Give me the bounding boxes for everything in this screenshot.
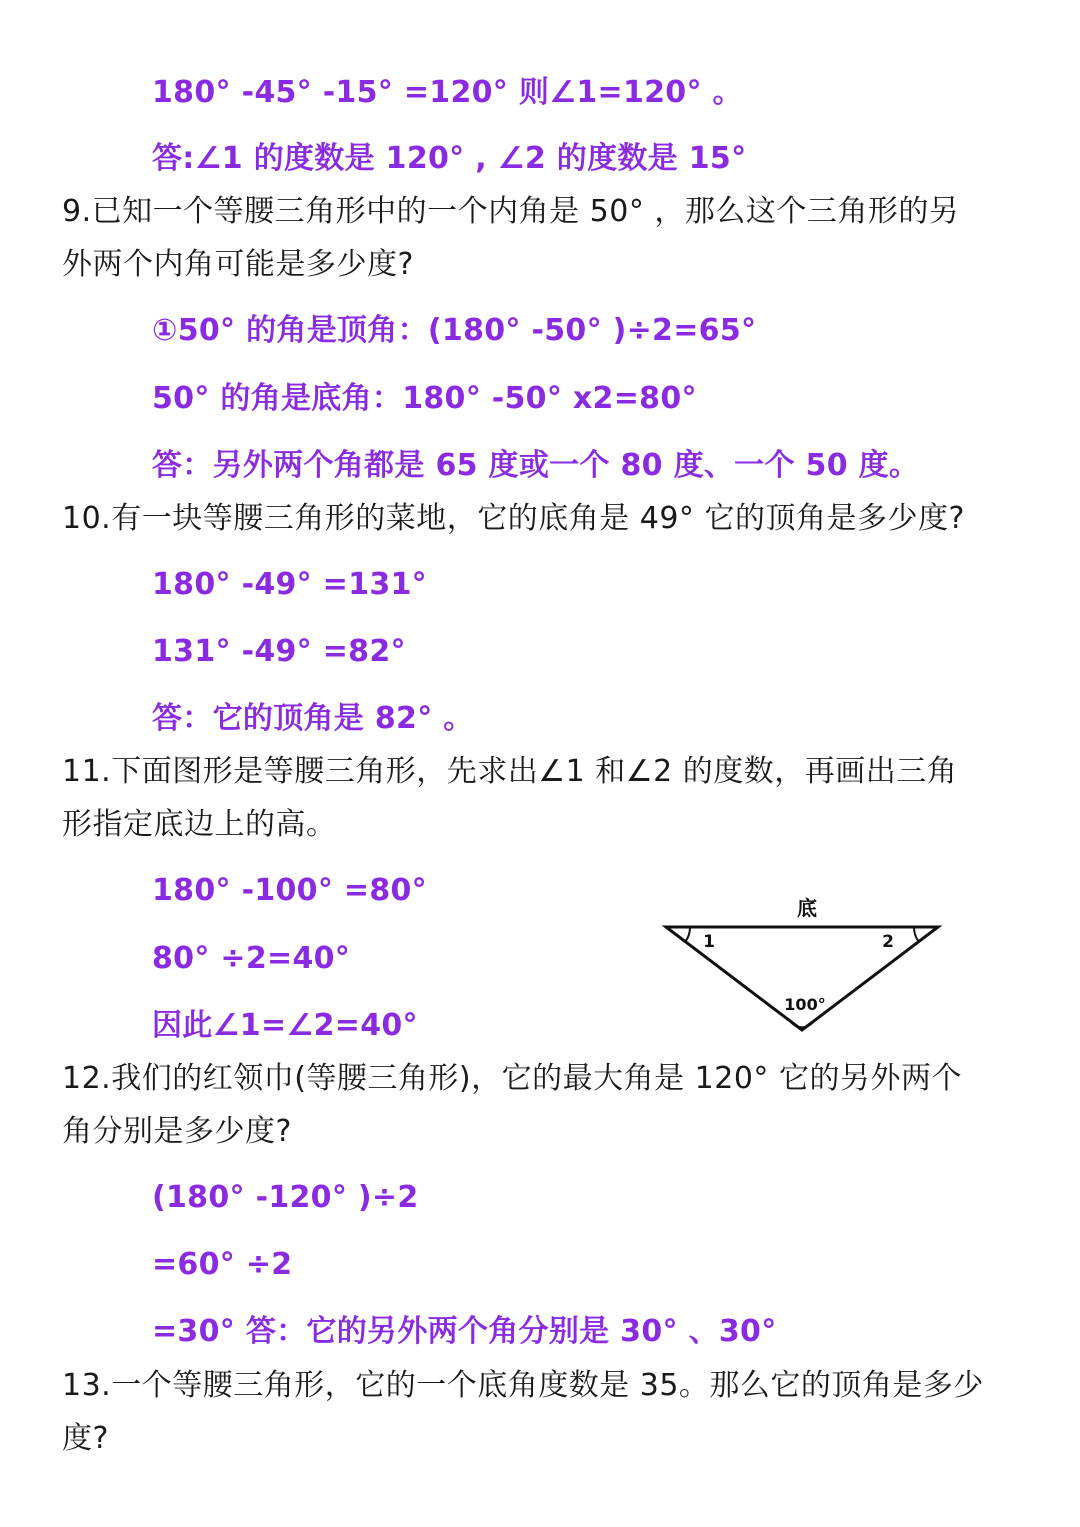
answer-line: (180° -120° )÷2 bbox=[152, 1180, 419, 1215]
answer-line: 80° ÷2=40° bbox=[152, 941, 351, 976]
isosceles-triangle-figure bbox=[660, 885, 950, 1035]
answer-line: 答：它的顶角是 82° 。 bbox=[152, 701, 474, 736]
question-line: 形指定底边上的高。 bbox=[62, 807, 337, 842]
answer-line: 180° -49° =131° bbox=[152, 567, 427, 602]
question-line: 9.已知一个等腰三角形中的一个内角是 50° ，那么这个三角形的另 bbox=[62, 194, 960, 229]
answer-line: 因此∠1=∠2=40° bbox=[152, 1008, 418, 1043]
answer-line: 180° -100° =80° bbox=[152, 873, 427, 908]
angle1-arc bbox=[685, 927, 690, 942]
question-line: 外两个内角可能是多少度? bbox=[62, 247, 414, 282]
answer-line: =60° ÷2 bbox=[152, 1247, 293, 1282]
answer-line: 180° -45° -15° =120° 则∠1=120° 。 bbox=[152, 75, 743, 110]
question-line: 10.有一块等腰三角形的菜地，它的底角是 49° 它的顶角是多少度? bbox=[62, 501, 965, 536]
answer-line: ①50° 的角是顶角：(180° -50° )÷2=65° bbox=[152, 313, 757, 348]
angle1-label: 1 bbox=[703, 932, 715, 952]
answer-line: =30° 答：它的另外两个角分别是 30° 、30° bbox=[152, 1314, 777, 1349]
apex-angle-label: 100° bbox=[784, 995, 826, 1014]
angle2-arc bbox=[914, 927, 919, 942]
answer-line: 答：另外两个角都是 65 度或一个 80 度、一个 50 度。 bbox=[152, 448, 920, 483]
question-line: 12.我们的红领巾(等腰三角形)，它的最大角是 120° 它的另外两个 bbox=[62, 1061, 962, 1096]
answer-line: 答:∠1 的度数是 120° , ∠2 的度数是 15° bbox=[152, 141, 747, 176]
angle2-label: 2 bbox=[882, 932, 894, 952]
answer-line: 131° -49° =82° bbox=[152, 634, 406, 669]
question-line: 角分别是多少度? bbox=[62, 1114, 292, 1149]
base-label: 底 bbox=[797, 896, 817, 920]
question-line: 13.一个等腰三角形，它的一个底角度数是 35。那么它的顶角是多少 bbox=[62, 1368, 984, 1403]
answer-line: 50° 的角是底角：180° -50° x2=80° bbox=[152, 381, 697, 416]
question-line: 度? bbox=[62, 1421, 109, 1456]
question-line: 11.下面图形是等腰三角形，先求出∠1 和∠2 的度数，再画出三角 bbox=[62, 754, 958, 789]
